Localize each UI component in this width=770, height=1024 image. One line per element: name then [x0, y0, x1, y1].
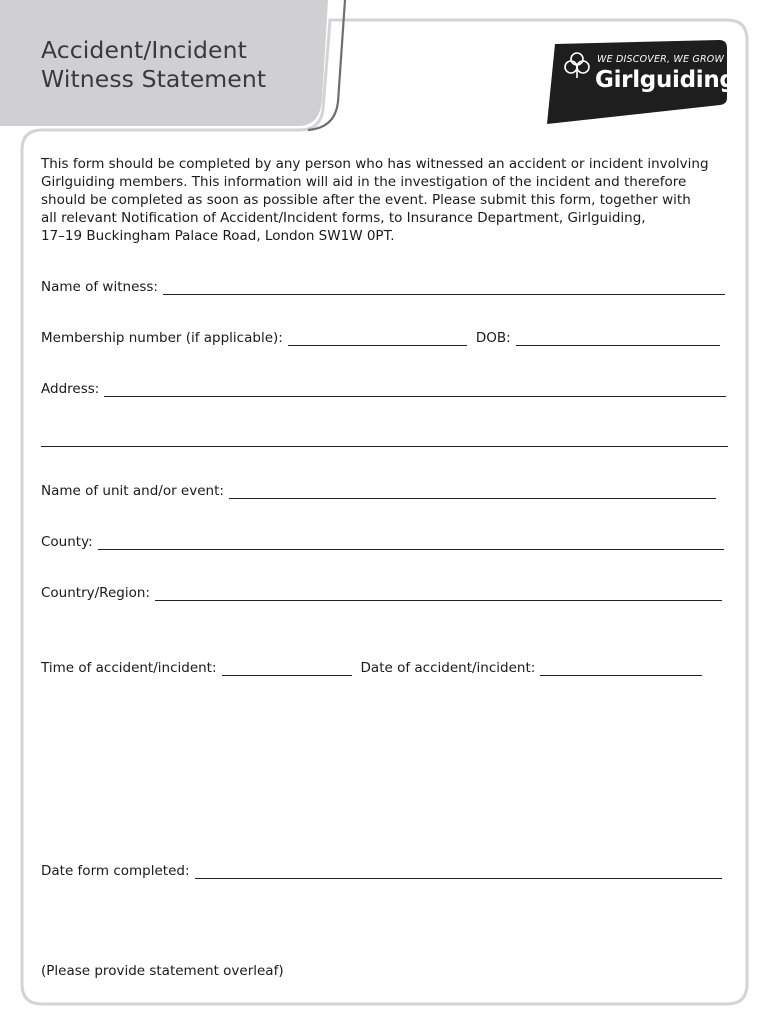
date-completed-label: Date form completed: [41, 863, 190, 879]
membership-number-label: Membership number (if applicable): [41, 330, 283, 346]
unit-event-field[interactable] [229, 484, 716, 499]
intro-line: This form should be completed by any person who has witnessed an accident or incident involving [41, 156, 709, 172]
date-completed-row [41, 863, 722, 879]
unit-event-label: Name of unit and/or event: [41, 483, 224, 499]
county-field[interactable] [98, 535, 724, 550]
date-completed-field[interactable] [195, 864, 722, 879]
logo-name: Girlguiding [595, 67, 736, 93]
name-of-witness-field[interactable] [163, 280, 725, 295]
time-of-incident-label: Time of accident/incident: [41, 660, 217, 676]
dob-field[interactable] [516, 331, 720, 346]
date-of-incident-label: Date of accident/incident: [360, 660, 536, 676]
statement-overleaf-note: (Please provide statement overleaf) [41, 963, 284, 979]
intro-line: 17–19 Buckingham Palace Road, London SW1W 0PT. [41, 228, 395, 244]
trefoil-icon [562, 50, 592, 80]
country-region-label: Country/Region: [41, 585, 150, 601]
country-region-row [41, 585, 722, 601]
title-line-1: Accident/Incident [41, 36, 247, 64]
membership-number-field[interactable] [288, 331, 467, 346]
county-label: County: [41, 534, 93, 550]
name-of-witness-row [41, 279, 725, 295]
logo-tagline: WE DISCOVER, WE GROW [597, 54, 725, 65]
county-row [41, 534, 724, 550]
page-title [41, 36, 266, 94]
address-label: Address: [41, 381, 100, 397]
intro-line: should be completed as soon as possible after the event. Please submit this form, together with [41, 192, 691, 208]
time-of-incident-field[interactable] [222, 661, 352, 676]
country-region-field[interactable] [155, 586, 722, 601]
intro-paragraph [41, 155, 741, 245]
name-of-witness-label: Name of witness: [41, 279, 158, 295]
membership-row [41, 330, 720, 346]
incident-time-date-row [41, 660, 702, 676]
address-field[interactable] [104, 382, 726, 397]
address-row [41, 381, 726, 397]
address-row-2 [41, 432, 728, 447]
address-field-line-2[interactable] [41, 432, 728, 447]
unit-event-row [41, 483, 716, 499]
dob-label: DOB: [475, 330, 511, 346]
intro-line: all relevant Notification of Accident/Incident forms, to Insurance Department, Girlguiding, [41, 210, 646, 226]
title-line-2: Witness Statement [41, 65, 267, 93]
intro-line: Girlguiding members. This information will aid in the investigation of the incident and therefore [41, 174, 687, 190]
date-of-incident-field[interactable] [540, 661, 702, 676]
